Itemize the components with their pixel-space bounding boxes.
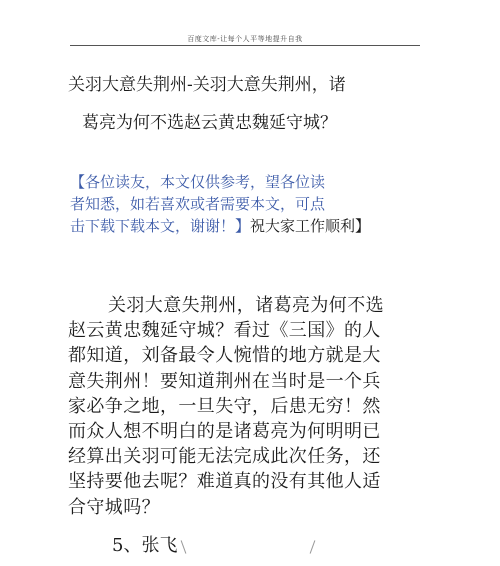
page-header: 百度文库-让每个人平等地提升自我: [187, 35, 303, 43]
notice-line-3: [70, 215, 390, 237]
article-body: [68, 293, 398, 520]
body-line: 关羽大意失荆州，诸葛亮为何不选: [108, 295, 384, 316]
stray-mark: [181, 540, 187, 553]
header-divider: [70, 45, 420, 46]
body-line: 经算出关羽可能无法完成此次任务，还: [68, 446, 381, 468]
download-notice: [70, 171, 390, 237]
title-line-2: 葛亮为何不选赵云黄忠魏延守城？: [82, 113, 337, 133]
body-line: 坚持要他去呢？难道真的没有其他人适: [68, 471, 381, 493]
notice-line-2: 者知悉，如若喜欢或者需要本文，可点: [70, 195, 326, 213]
section-heading: 5、张飞: [112, 535, 178, 556]
body-line: 而众人想不明白的是诸葛亮为何明明已: [68, 421, 381, 443]
notice-line-1: 【各位读友，本文仅供参考，望各位读: [70, 173, 326, 191]
stray-mark: [310, 540, 316, 553]
body-line: 都知道，刘备最令人惋惜的地方就是大: [68, 345, 381, 367]
body-line: 家必争之地，一旦失守，后患无穷！然: [68, 395, 381, 417]
body-line: 意失荆州！要知道荆州在当时是一个兵: [68, 370, 381, 392]
title-line-1: 关羽大意失荆州-关羽大意失荆州，诸: [68, 75, 346, 95]
notice-tail: 祝大家工作顺利】: [250, 217, 371, 235]
body-line: 合守城吗？: [68, 496, 160, 518]
notice-line-3-text: 击下载下载本文，谢谢！】: [70, 217, 251, 235]
body-line: 赵云黄忠魏延守城？看过《三国》的人: [68, 320, 381, 342]
